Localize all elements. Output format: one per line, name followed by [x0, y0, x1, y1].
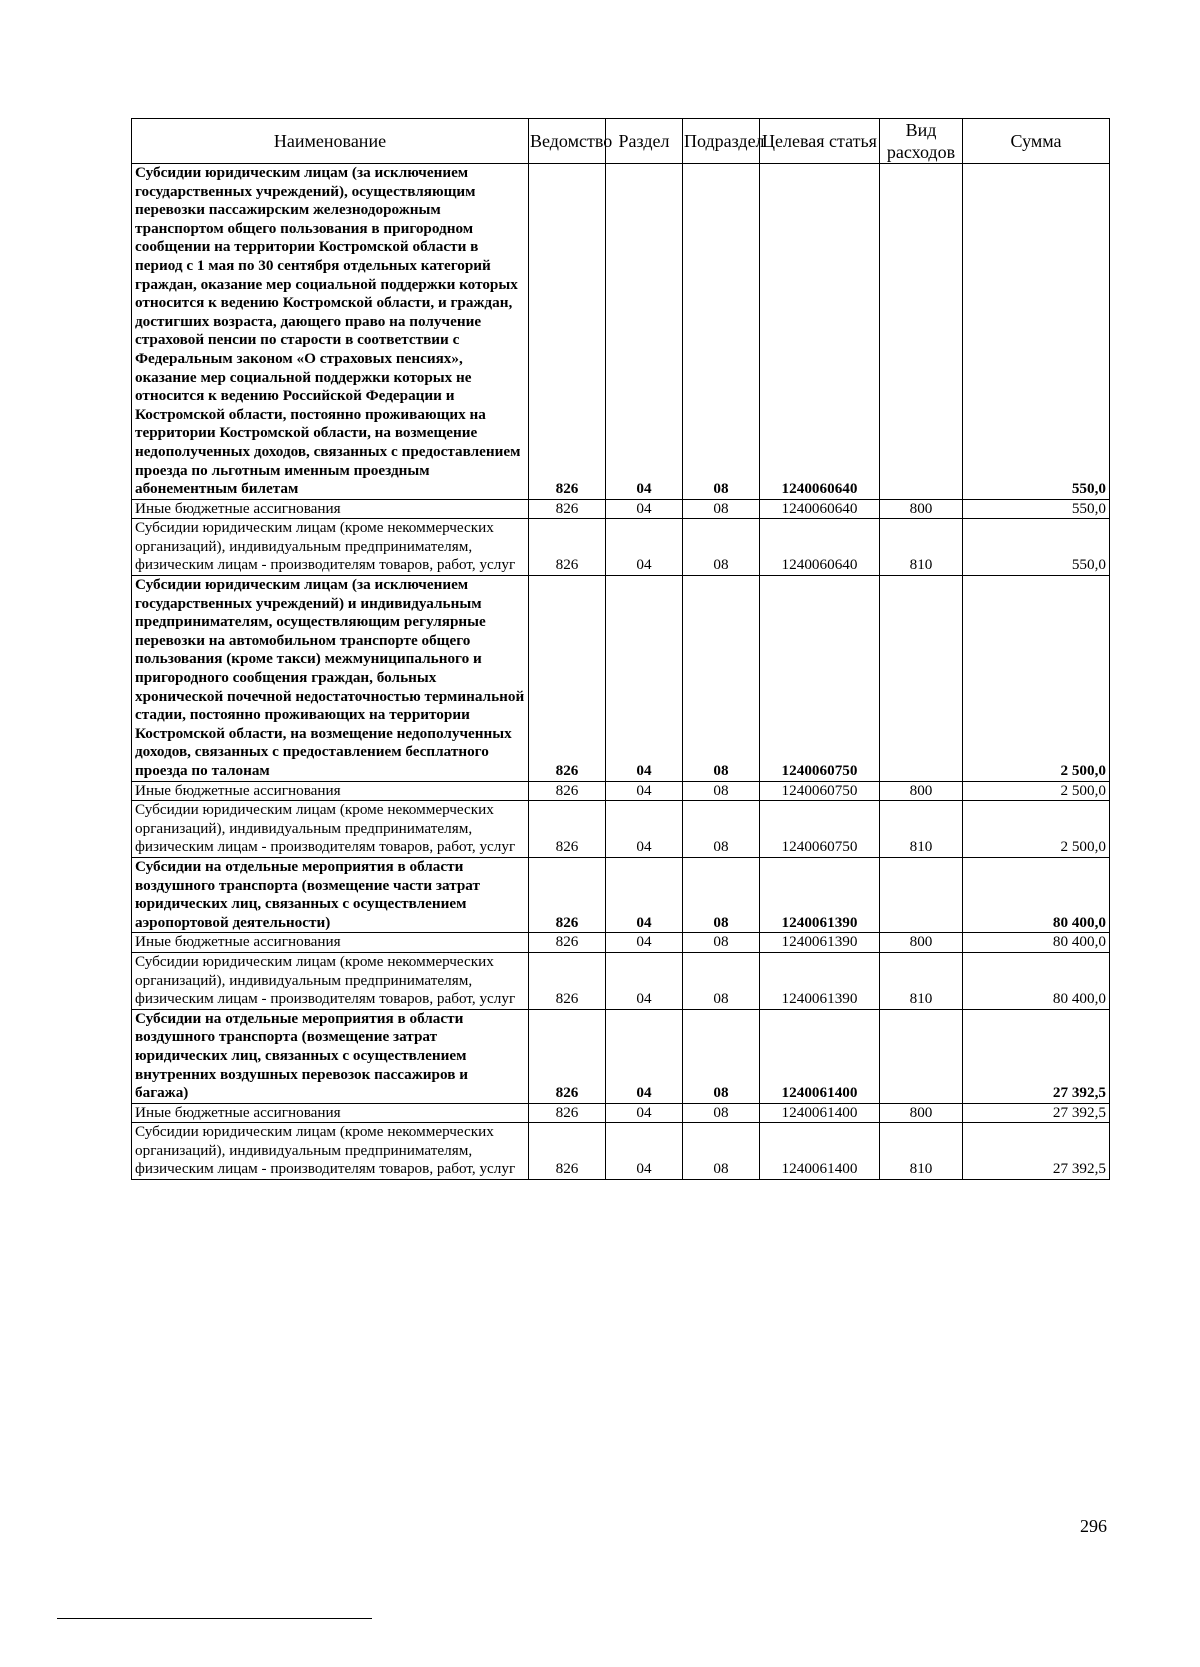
row-subsection: 08	[683, 576, 760, 782]
header-subsection: Подраздел	[683, 119, 760, 164]
row-target: 1240060640	[760, 499, 880, 519]
row-kind	[880, 857, 963, 932]
row-kind: 810	[880, 952, 963, 1009]
footnote-separator-line	[57, 1618, 372, 1619]
table-row	[132, 1009, 1110, 1103]
row-subsection: 08	[683, 801, 760, 858]
row-subsection: 08	[683, 499, 760, 519]
row-name: Иные бюджетные ассигнования	[132, 1103, 529, 1123]
row-kind: 810	[880, 1123, 963, 1180]
row-section: 04	[606, 164, 683, 500]
row-section: 04	[606, 1009, 683, 1103]
row-dept: 826	[529, 1009, 606, 1103]
row-section: 04	[606, 1103, 683, 1123]
row-name: Иные бюджетные ассигнования	[132, 933, 529, 953]
header-dept: Ведомство	[529, 119, 606, 164]
row-subsection: 08	[683, 519, 760, 576]
row-target: 1240060640	[760, 519, 880, 576]
row-dept: 826	[529, 1103, 606, 1123]
row-sum: 80 400,0	[963, 857, 1110, 932]
table-row	[132, 1103, 1110, 1123]
row-dept: 826	[529, 801, 606, 858]
row-name: Субсидии юридическим лицам (кроме некоммерческих организаций), индивидуальным предпринимателям, физическим лицам - производителям товаров, работ, услуг	[132, 952, 529, 1009]
row-section: 04	[606, 857, 683, 932]
row-section: 04	[606, 519, 683, 576]
row-name: Субсидии юридическим лицам (кроме некоммерческих организаций), индивидуальным предпринимателям, физическим лицам - производителям товаров, работ, услуг	[132, 1123, 529, 1180]
row-subsection: 08	[683, 1123, 760, 1180]
table-header-row	[132, 119, 1110, 164]
table-row	[132, 801, 1110, 858]
row-kind: 800	[880, 1103, 963, 1123]
row-dept: 826	[529, 857, 606, 932]
row-dept: 826	[529, 519, 606, 576]
row-target: 1240061400	[760, 1103, 880, 1123]
row-dept: 826	[529, 781, 606, 801]
row-sum: 550,0	[963, 499, 1110, 519]
table-row	[132, 576, 1110, 782]
table-row	[132, 1123, 1110, 1180]
table-row	[132, 781, 1110, 801]
row-subsection: 08	[683, 1009, 760, 1103]
row-dept: 826	[529, 499, 606, 519]
row-sum: 550,0	[963, 164, 1110, 500]
header-sum: Сумма	[963, 119, 1110, 164]
row-kind: 810	[880, 519, 963, 576]
row-section: 04	[606, 781, 683, 801]
row-kind: 800	[880, 499, 963, 519]
header-name: Наименование	[132, 119, 529, 164]
row-name: Иные бюджетные ассигнования	[132, 499, 529, 519]
row-section: 04	[606, 1123, 683, 1180]
row-name: Субсидии юридическим лицам (кроме некоммерческих организаций), индивидуальным предпринимателям, физическим лицам - производителям товаров, работ, услуг	[132, 519, 529, 576]
row-name: Субсидии юридическим лицам (кроме некоммерческих организаций), индивидуальным предпринимателям, физическим лицам - производителям товаров, работ, услуг	[132, 801, 529, 858]
row-subsection: 08	[683, 164, 760, 500]
row-sum: 2 500,0	[963, 781, 1110, 801]
table-row	[132, 499, 1110, 519]
row-sum: 550,0	[963, 519, 1110, 576]
row-sum: 27 392,5	[963, 1103, 1110, 1123]
row-subsection: 08	[683, 857, 760, 932]
row-sum: 80 400,0	[963, 952, 1110, 1009]
row-name: Субсидии юридическим лицам (за исключением государственных учреждений), осуществляющим перевозки пассажирским железнодорожным транспортом общего пользования в пригородном сообщении на территории Костромской области в период с 1 мая по 30 сентября отдельных категорий граждан, оказание мер социальной поддержки которых относится к ведению Костромской области, и граждан, достигших возраста, дающего право на получение страховой пенсии по старости в соответствии с Федеральным законом «О страховых пенсиях», оказание мер социальной поддержки которых не относится к ведению Российской Федерации и Костромской области, постоянно проживающих на территории Костромской области, на возмещение недополученных доходов, связанных с предоставлением проезда по льготным именным проездным абонементным билетам	[132, 164, 529, 500]
row-target: 1240061390	[760, 933, 880, 953]
row-kind: 810	[880, 801, 963, 858]
row-dept: 826	[529, 933, 606, 953]
row-section: 04	[606, 933, 683, 953]
row-section: 04	[606, 576, 683, 782]
row-dept: 826	[529, 164, 606, 500]
header-section: Раздел	[606, 119, 683, 164]
row-target: 1240060750	[760, 576, 880, 782]
row-target: 1240061400	[760, 1123, 880, 1180]
table-row	[132, 952, 1110, 1009]
row-target: 1240061400	[760, 1009, 880, 1103]
table-row	[132, 164, 1110, 500]
row-section: 04	[606, 499, 683, 519]
row-name: Субсидии на отдельные мероприятия в области воздушного транспорта (возмещение затрат юридических лиц, связанных с осуществлением внутренних воздушных перевозок пассажиров и багажа)	[132, 1009, 529, 1103]
row-target: 1240061390	[760, 857, 880, 932]
row-kind	[880, 576, 963, 782]
row-dept: 826	[529, 952, 606, 1009]
page-number: 296	[1080, 1516, 1107, 1536]
table-row	[132, 933, 1110, 953]
row-subsection: 08	[683, 952, 760, 1009]
row-kind: 800	[880, 781, 963, 801]
row-sum: 27 392,5	[963, 1123, 1110, 1180]
row-kind	[880, 1009, 963, 1103]
row-name: Субсидии на отдельные мероприятия в области воздушного транспорта (возмещение части затрат юридических лиц, связанных с осуществлением аэропортовой деятельности)	[132, 857, 529, 932]
row-sum: 80 400,0	[963, 933, 1110, 953]
row-target: 1240060640	[760, 164, 880, 500]
row-target: 1240061390	[760, 952, 880, 1009]
table-row	[132, 519, 1110, 576]
header-target: Целевая статья	[760, 119, 880, 164]
row-sum: 2 500,0	[963, 576, 1110, 782]
row-subsection: 08	[683, 933, 760, 953]
row-dept: 826	[529, 1123, 606, 1180]
table-row	[132, 857, 1110, 932]
row-name: Иные бюджетные ассигнования	[132, 781, 529, 801]
row-dept: 826	[529, 576, 606, 782]
row-section: 04	[606, 801, 683, 858]
row-sum: 27 392,5	[963, 1009, 1110, 1103]
row-name: Субсидии юридическим лицам (за исключением государственных учреждений) и индивидуальным предпринимателям, осуществляющим регулярные перевозки на автомобильном транспорте общего пользования (кроме такси) межмуниципального и пригородного сообщения граждан, больных хронической почечной недостаточностью терминальной стадии, постоянно проживающих на территории Костромской области, на возмещение недополученных доходов, связанных с предоставлением бесплатного проезда по талонам	[132, 576, 529, 782]
row-kind: 800	[880, 933, 963, 953]
row-section: 04	[606, 952, 683, 1009]
header-kind: Вид расходов	[880, 119, 963, 164]
budget-table	[131, 118, 1110, 1180]
row-target: 1240060750	[760, 781, 880, 801]
row-sum: 2 500,0	[963, 801, 1110, 858]
row-target: 1240060750	[760, 801, 880, 858]
row-kind	[880, 164, 963, 500]
row-subsection: 08	[683, 781, 760, 801]
row-subsection: 08	[683, 1103, 760, 1123]
